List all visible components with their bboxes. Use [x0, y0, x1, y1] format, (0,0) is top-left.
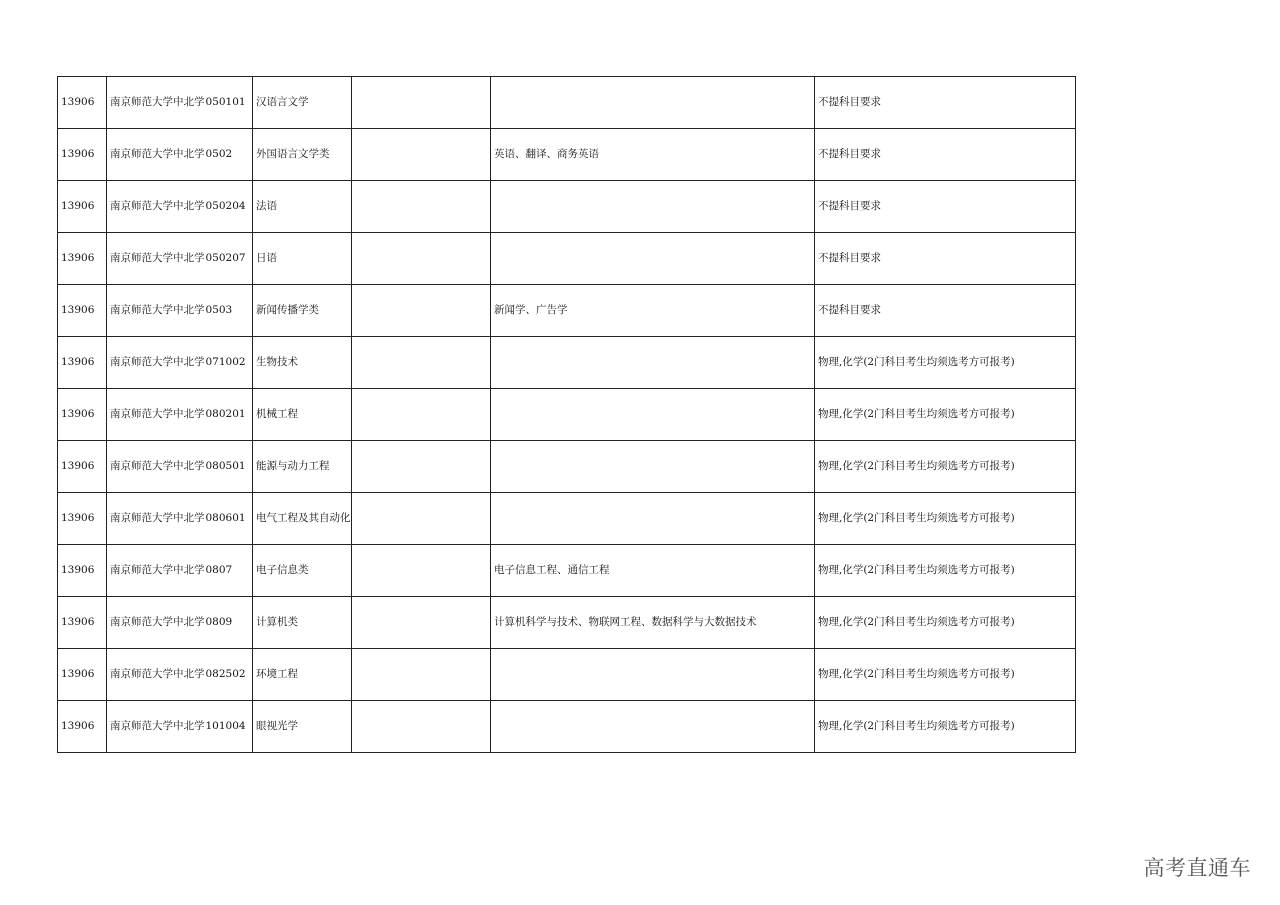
major-code-cell: 0807 [206, 545, 253, 597]
included-majors-cell [491, 701, 815, 753]
blank-cell [352, 181, 491, 233]
blank-cell [352, 77, 491, 129]
blank-cell [352, 129, 491, 181]
major-code-cell: 082502 [206, 649, 253, 701]
table-row [58, 649, 1076, 701]
major-code-cell: 0502 [206, 129, 253, 181]
major-name-cell: 环境工程 [253, 649, 352, 701]
institution-cell: 南京师范大学中北学 [107, 493, 206, 545]
major-name-cell: 新闻传播学类 [253, 285, 352, 337]
included-majors-cell [491, 649, 815, 701]
included-majors-cell: 计算机科学与技术、物联网工程、数据科学与大数据技术 [491, 597, 815, 649]
included-majors-cell [491, 493, 815, 545]
major-name-cell: 汉语言文学 [253, 77, 352, 129]
institution-cell: 南京师范大学中北学 [107, 181, 206, 233]
major-code-cell: 071002 [206, 337, 253, 389]
included-majors-cell: 新闻学、广告学 [491, 285, 815, 337]
school-code-cell: 13906 [58, 77, 107, 129]
major-name-cell: 能源与动力工程 [253, 441, 352, 493]
school-code-cell: 13906 [58, 701, 107, 753]
included-majors-cell [491, 181, 815, 233]
subject-requirement-cell: 物理,化学(2门科目考生均须选考方可报考) [815, 701, 1076, 753]
major-name-cell: 电气工程及其自动化 [253, 493, 352, 545]
included-majors-cell [491, 389, 815, 441]
major-code-cell: 050204 [206, 181, 253, 233]
table-row [58, 77, 1076, 129]
school-code-cell: 13906 [58, 337, 107, 389]
included-majors-cell: 英语、翻译、商务英语 [491, 129, 815, 181]
table-row [58, 597, 1076, 649]
major-name-cell: 眼视光学 [253, 701, 352, 753]
school-code-cell: 13906 [58, 181, 107, 233]
school-code-cell: 13906 [58, 233, 107, 285]
table-row [58, 493, 1076, 545]
included-majors-cell [491, 77, 815, 129]
included-majors-cell [491, 441, 815, 493]
included-majors-cell [491, 233, 815, 285]
table-row [58, 337, 1076, 389]
table-row [58, 389, 1076, 441]
table-row [58, 181, 1076, 233]
institution-cell: 南京师范大学中北学 [107, 77, 206, 129]
subject-requirement-cell: 不提科目要求 [815, 181, 1076, 233]
subject-requirement-cell: 物理,化学(2门科目考生均须选考方可报考) [815, 337, 1076, 389]
subject-requirements-table [57, 76, 1076, 753]
blank-cell [352, 285, 491, 337]
major-code-cell: 0809 [206, 597, 253, 649]
blank-cell [352, 441, 491, 493]
subject-requirement-cell: 物理,化学(2门科目考生均须选考方可报考) [815, 597, 1076, 649]
included-majors-cell [491, 337, 815, 389]
major-code-cell: 080501 [206, 441, 253, 493]
table-row [58, 129, 1076, 181]
subject-requirement-cell: 物理,化学(2门科目考生均须选考方可报考) [815, 441, 1076, 493]
institution-cell: 南京师范大学中北学 [107, 337, 206, 389]
blank-cell [352, 493, 491, 545]
major-code-cell: 080601 [206, 493, 253, 545]
table-body [58, 77, 1076, 753]
institution-cell: 南京师范大学中北学 [107, 233, 206, 285]
subject-requirement-cell: 不提科目要求 [815, 77, 1076, 129]
institution-cell: 南京师范大学中北学 [107, 285, 206, 337]
subject-requirement-cell: 物理,化学(2门科目考生均须选考方可报考) [815, 545, 1076, 597]
school-code-cell: 13906 [58, 597, 107, 649]
major-name-cell: 机械工程 [253, 389, 352, 441]
major-code-cell: 050101 [206, 77, 253, 129]
institution-cell: 南京师范大学中北学 [107, 441, 206, 493]
blank-cell [352, 545, 491, 597]
school-code-cell: 13906 [58, 441, 107, 493]
major-code-cell: 0503 [206, 285, 253, 337]
school-code-cell: 13906 [58, 285, 107, 337]
school-code-cell: 13906 [58, 545, 107, 597]
institution-cell: 南京师范大学中北学 [107, 545, 206, 597]
school-code-cell: 13906 [58, 129, 107, 181]
subject-requirement-cell: 不提科目要求 [815, 285, 1076, 337]
major-name-cell: 生物技术 [253, 337, 352, 389]
institution-cell: 南京师范大学中北学 [107, 129, 206, 181]
blank-cell [352, 337, 491, 389]
blank-cell [352, 701, 491, 753]
table-row [58, 441, 1076, 493]
included-majors-cell: 电子信息工程、通信工程 [491, 545, 815, 597]
blank-cell [352, 649, 491, 701]
major-code-cell: 050207 [206, 233, 253, 285]
school-code-cell: 13906 [58, 389, 107, 441]
major-name-cell: 电子信息类 [253, 545, 352, 597]
subject-requirement-cell: 物理,化学(2门科目考生均须选考方可报考) [815, 493, 1076, 545]
subject-requirement-cell: 不提科目要求 [815, 233, 1076, 285]
table-row [58, 233, 1076, 285]
school-code-cell: 13906 [58, 493, 107, 545]
major-code-cell: 101004 [206, 701, 253, 753]
institution-cell: 南京师范大学中北学 [107, 701, 206, 753]
watermark-text: 高考直通车 [1143, 856, 1251, 880]
major-name-cell: 计算机类 [253, 597, 352, 649]
table-row [58, 545, 1076, 597]
blank-cell [352, 233, 491, 285]
subject-requirement-cell: 不提科目要求 [815, 129, 1076, 181]
institution-cell: 南京师范大学中北学 [107, 597, 206, 649]
blank-cell [352, 389, 491, 441]
major-name-cell: 外国语言文学类 [253, 129, 352, 181]
school-code-cell: 13906 [58, 649, 107, 701]
blank-cell [352, 597, 491, 649]
major-name-cell: 日语 [253, 233, 352, 285]
institution-cell: 南京师范大学中北学 [107, 389, 206, 441]
major-name-cell: 法语 [253, 181, 352, 233]
institution-cell: 南京师范大学中北学 [107, 649, 206, 701]
subject-requirement-cell: 物理,化学(2门科目考生均须选考方可报考) [815, 389, 1076, 441]
table-row [58, 285, 1076, 337]
subject-requirement-cell: 物理,化学(2门科目考生均须选考方可报考) [815, 649, 1076, 701]
table-row [58, 701, 1076, 753]
major-code-cell: 080201 [206, 389, 253, 441]
